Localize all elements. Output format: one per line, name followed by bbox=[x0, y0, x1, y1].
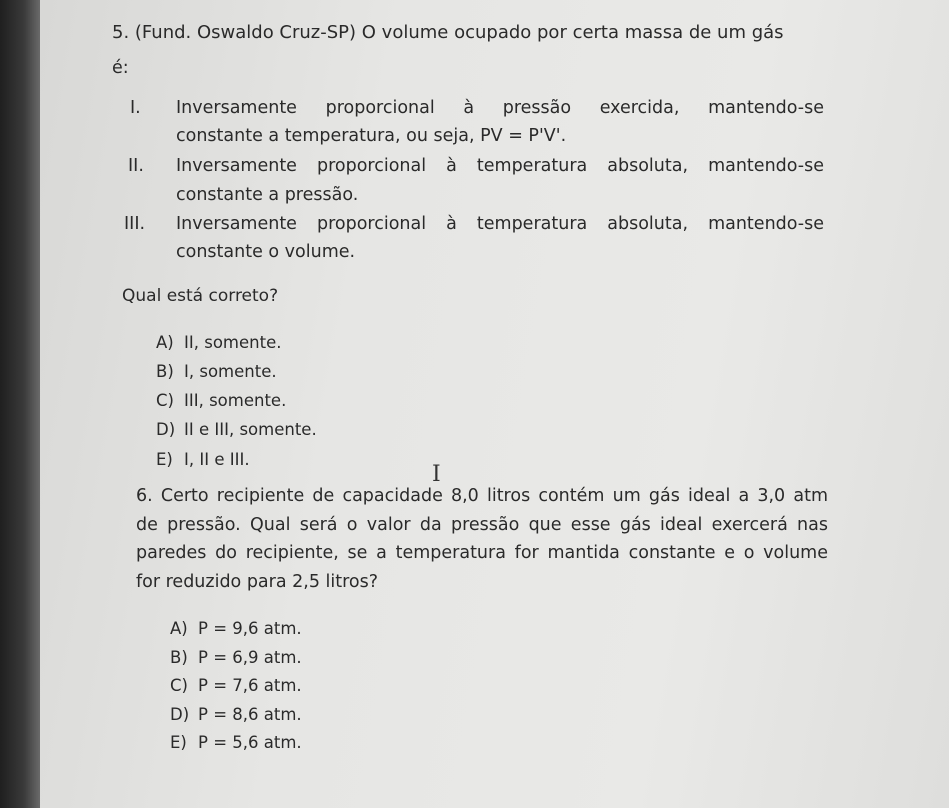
q5-option-c-text: III, somente. bbox=[184, 391, 287, 410]
q5-item-2-number: II. bbox=[128, 156, 144, 176]
q5-option-d-letter: D) bbox=[156, 420, 176, 439]
q6-option-b-letter: B) bbox=[170, 648, 188, 667]
q5-option-a-text: II, somente. bbox=[184, 333, 282, 352]
q5-option-e-text: I, II e III. bbox=[184, 450, 250, 469]
q5-option-e-letter: E) bbox=[156, 450, 173, 469]
q5-option-b-text: I, somente. bbox=[184, 362, 277, 381]
q6-line3: paredes do recipiente, se a temperatura for mantida constante e o volume bbox=[136, 543, 828, 563]
q6-option-c-letter: C) bbox=[170, 676, 188, 695]
q5-option-d-text: II e III, somente. bbox=[184, 420, 317, 439]
text-cursor-icon: I bbox=[432, 462, 441, 487]
q5-option-a-letter: A) bbox=[156, 333, 174, 352]
page-edge-shadow bbox=[0, 0, 40, 808]
q6-option-e-text: P = 5,6 atm. bbox=[198, 733, 302, 752]
q5-header-line1: 5. (Fund. Oswaldo Cruz-SP) O volume ocupado por certa massa de um gás bbox=[112, 22, 784, 43]
q5-item-3-line1: Inversamente proporcional à temperatura absoluta, mantendo-se bbox=[176, 214, 824, 234]
q5-item-2-line2: constante a pressão. bbox=[176, 185, 359, 205]
q6-line4: for reduzido para 2,5 litros? bbox=[136, 572, 379, 592]
q6-option-a-letter: A) bbox=[170, 619, 188, 638]
q5-item-3-line2: constante o volume. bbox=[176, 242, 356, 262]
q5-item-3-number: III. bbox=[124, 214, 146, 234]
q6-option-e-letter: E) bbox=[170, 733, 187, 752]
q6-line2: de pressão. Qual será o valor da pressão que esse gás ideal exercerá nas bbox=[136, 515, 828, 535]
q5-item-1-line1: Inversamente proporcional à pressão exercida, mantendo-se bbox=[176, 98, 824, 118]
q5-option-b-letter: B) bbox=[156, 362, 174, 381]
q6-option-a-text: P = 9,6 atm. bbox=[198, 619, 302, 638]
q6-option-c-text: P = 7,6 atm. bbox=[198, 676, 302, 695]
q5-item-1-line2: constante a temperatura, ou seja, PV = P'V'. bbox=[176, 126, 567, 146]
q6-option-b-text: P = 6,9 atm. bbox=[198, 648, 302, 667]
q6-line1: 6. Certo recipiente de capacidade 8,0 litros contém um gás ideal a 3,0 atm bbox=[136, 486, 828, 506]
q5-item-2-line1: Inversamente proporcional à temperatura absoluta, mantendo-se bbox=[176, 156, 824, 176]
q5-option-c-letter: C) bbox=[156, 391, 174, 410]
q5-item-1-number: I. bbox=[130, 98, 141, 118]
q6-option-d-letter: D) bbox=[170, 705, 190, 724]
q6-option-d-text: P = 8,6 atm. bbox=[198, 705, 302, 724]
q5-prompt: Qual está correto? bbox=[122, 286, 279, 306]
q5-header-line2: é: bbox=[112, 58, 129, 78]
